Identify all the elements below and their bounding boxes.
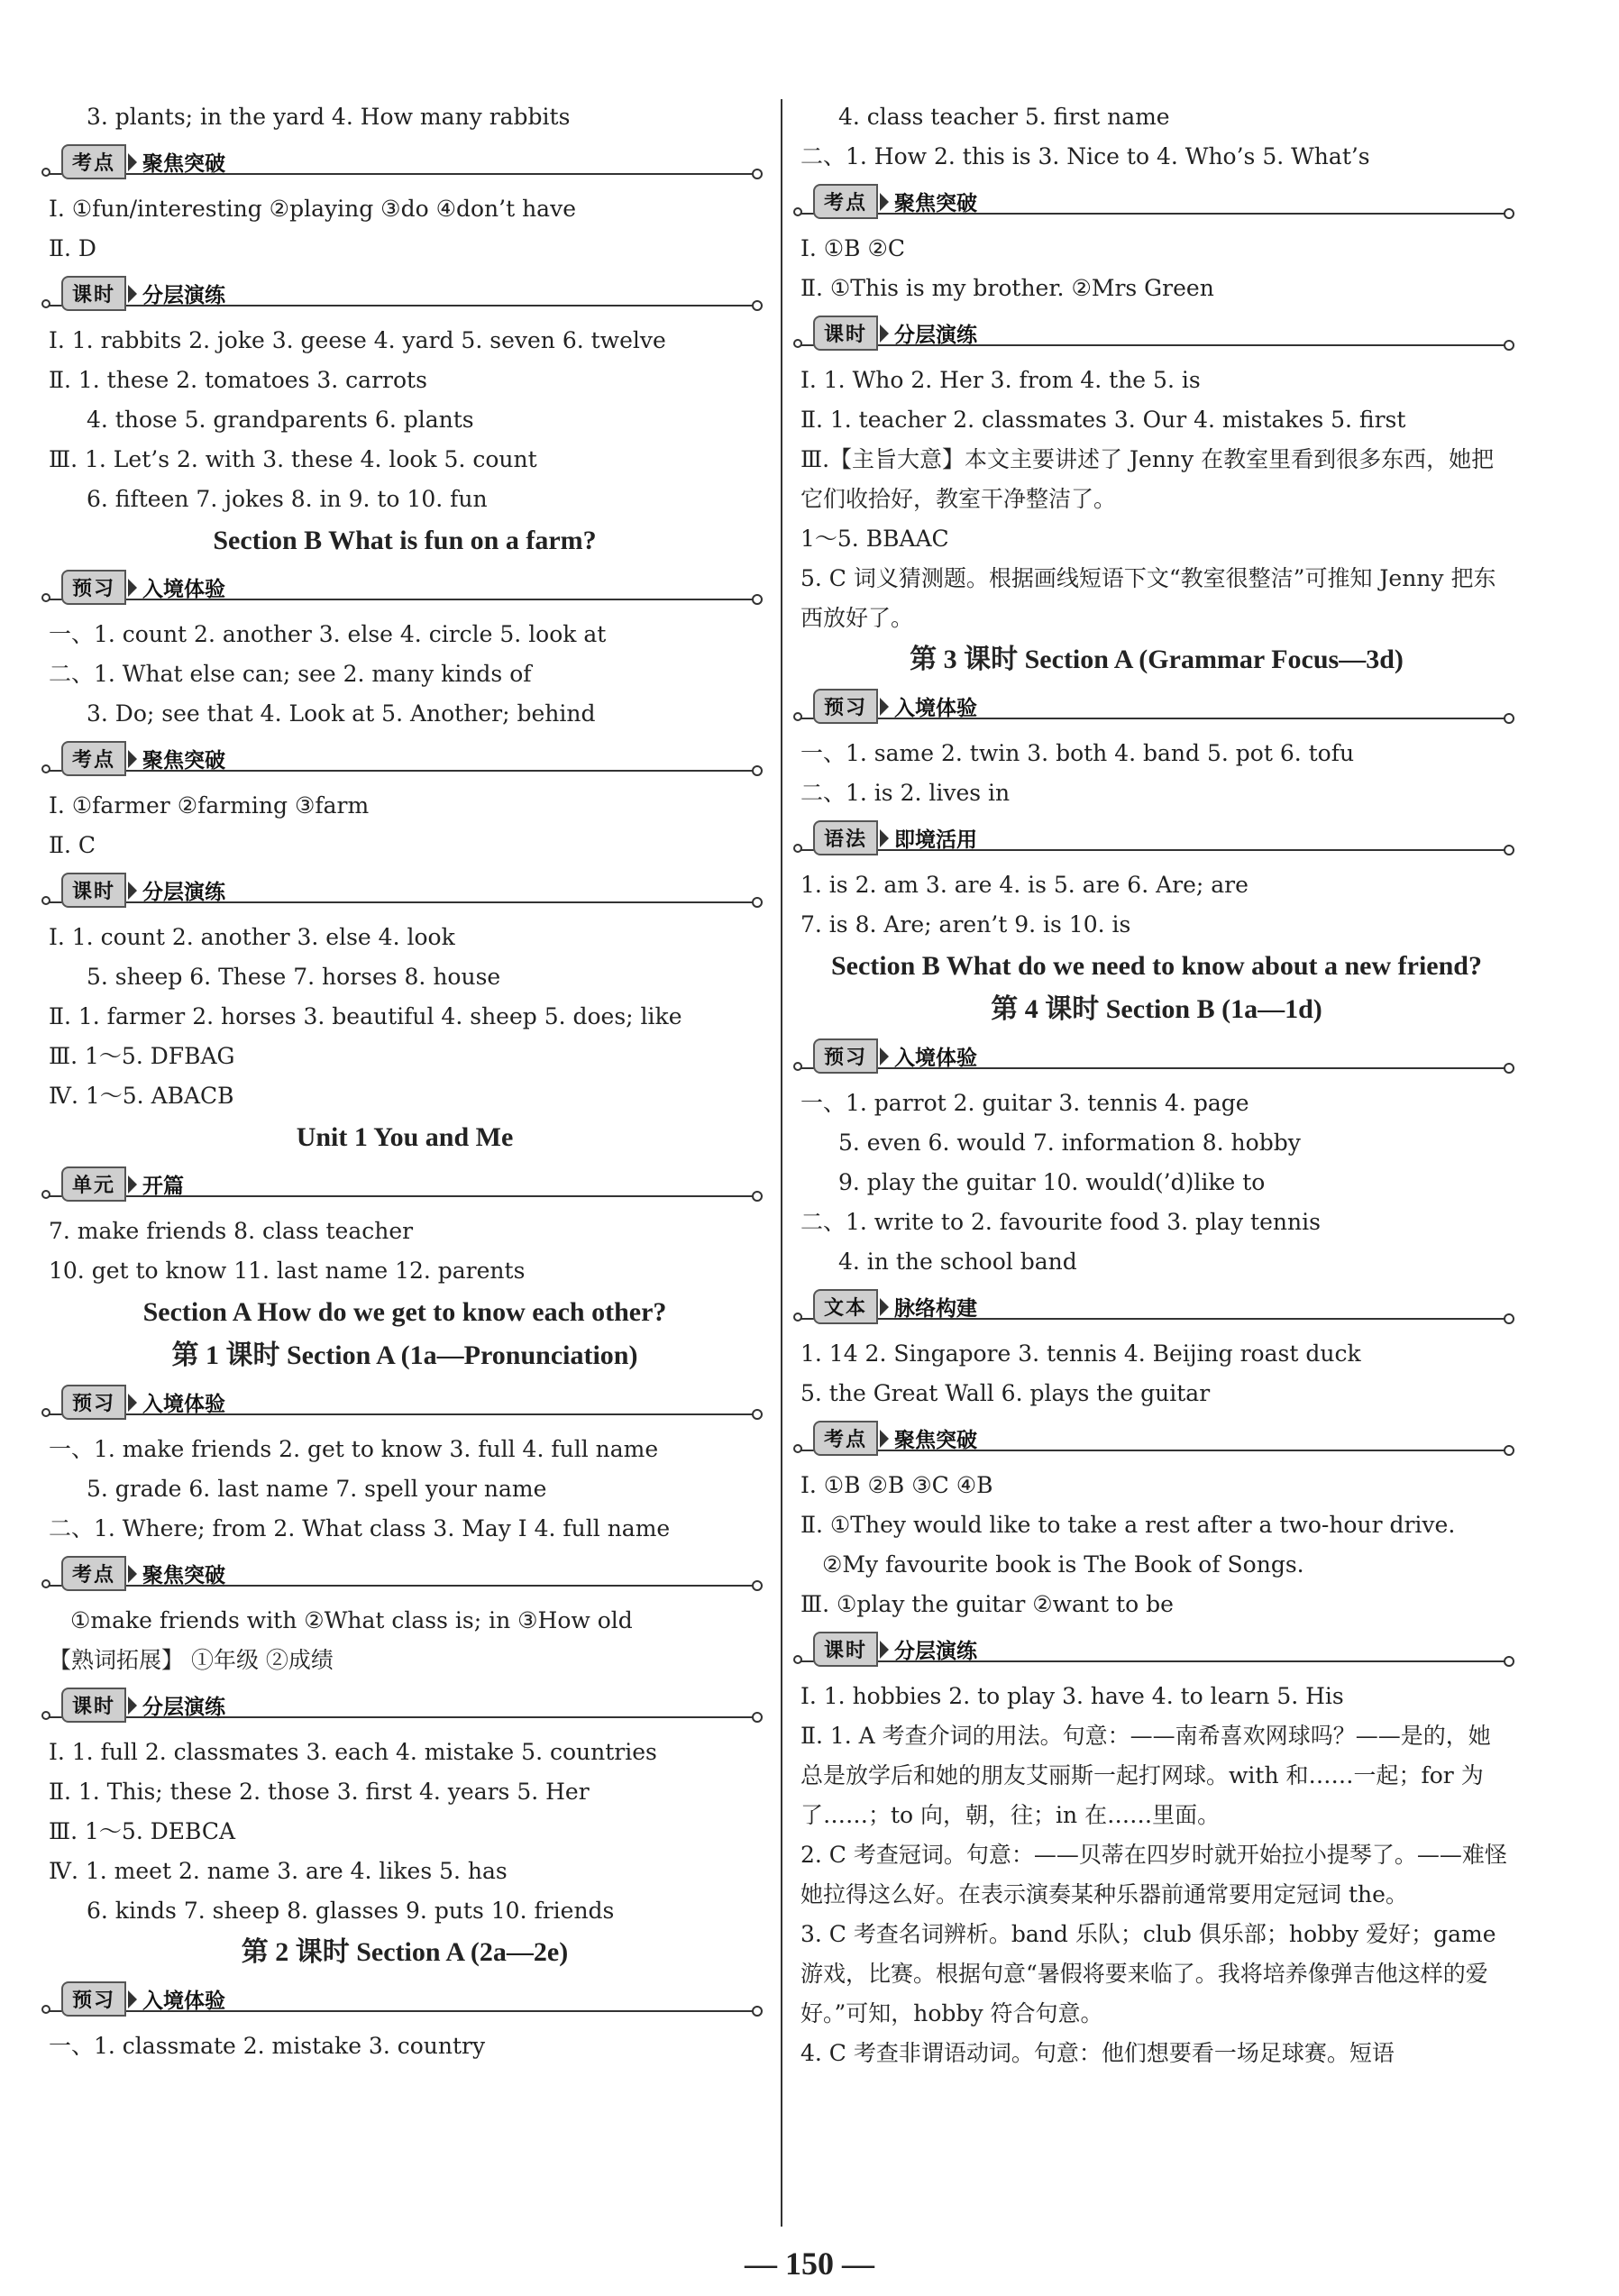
answer-line: 3. C 考查名词辨析。band 乐队；club 俱乐部；hobby 爱好；game 游戏，比赛。根据句意“暑假将要来临了。我将培养像弹吉他这样的爱好。”可知，hobby 符合句意。	[800, 1921, 1496, 2026]
arrow-icon	[880, 1641, 889, 1659]
section-label-bar	[49, 1554, 761, 1597]
section-tag	[813, 1289, 977, 1324]
answer-line: 一、1. make friends 2. get to know 3. full 4. full name	[49, 1436, 659, 1462]
arrow-icon	[880, 829, 889, 847]
section-label-bar	[800, 182, 1513, 225]
answer-line: Ⅰ. ①fun/interesting ②playing ③do ④don’t have	[49, 196, 576, 222]
section-tag-label: 预习	[61, 570, 126, 605]
section-tag-label: 语法	[813, 820, 878, 855]
section-tag-title: 入境体验	[142, 1990, 226, 2013]
section-heading: 第 1 课时 Section A (1a—Pronunciation)	[171, 1340, 638, 1370]
answer-line: Ⅰ. 1. Who 2. Her 3. from 4. the 5. is	[800, 367, 1201, 393]
answer-line: 6. kinds 7. sheep 8. glasses 9. puts 10. friends	[87, 1898, 615, 1924]
section-heading: 第 2 课时 Section A (2a—2e)	[241, 1937, 569, 1967]
section-tag-title: 入境体验	[894, 1047, 978, 1070]
section-tag-title: 入境体验	[142, 578, 226, 601]
section-tag-title: 聚焦突破	[894, 192, 978, 215]
answer-line: 1. 14 2. Singapore 3. tennis 4. Beijing roast duck	[800, 1340, 1361, 1367]
section-label-bar	[800, 1630, 1513, 1673]
section-tag	[61, 1385, 225, 1420]
answer-line: 【熟词拓展】 ①年级 ②成绩	[49, 1647, 334, 1673]
section-tag-label: 考点	[813, 1421, 878, 1456]
section-tag-title: 分层演练	[142, 881, 226, 904]
section-tag-label: 课时	[813, 316, 878, 351]
section-heading: Unit 1 You and Me	[296, 1122, 514, 1152]
section-tag	[61, 144, 225, 179]
section-tag	[61, 873, 225, 908]
section-tag-label: 考点	[61, 741, 126, 776]
section-label-bar	[800, 314, 1513, 357]
section-label-bar	[800, 1287, 1513, 1331]
section-tag	[813, 820, 977, 855]
section-label-bar	[49, 274, 761, 317]
answer-line: Ⅱ. D	[49, 235, 96, 261]
section-label-bar	[800, 819, 1513, 862]
section-label-bar	[800, 1037, 1513, 1080]
answer-line: Ⅱ. 1. This; these 2. those 3. first 4. years 5. Her	[49, 1779, 590, 1805]
answer-line: 二、1. How 2. this is 3. Nice to 4. Who’s 5. What’s	[800, 143, 1370, 169]
answer-line: Ⅱ. 1. A 考查介词的用法。句意：——南希喜欢网球吗？——是的，她总是放学后和她的朋友艾丽斯一起打网球。with 和……一起；for 为了……；to 向，朝，往；in 在……里面。	[800, 1723, 1491, 1828]
section-label-bar	[49, 1980, 761, 2023]
section-tag-title: 聚焦突破	[142, 1564, 226, 1587]
section-tag-label: 考点	[61, 1556, 126, 1591]
arrow-icon	[880, 325, 889, 343]
section-tag-label: 文本	[813, 1289, 878, 1324]
answer-line: Ⅳ. 1. meet 2. name 3. are 4. likes 5. has	[49, 1858, 508, 1884]
section-tag-label: 预习	[61, 1981, 126, 2017]
answer-line: Ⅰ. 1. full 2. classmates 3. each 4. mistake 5. countries	[49, 1739, 657, 1765]
arrow-icon	[128, 1565, 137, 1583]
arrow-icon	[128, 1697, 137, 1715]
section-tag-label: 课时	[61, 1688, 126, 1723]
section-label-bar	[49, 1383, 761, 1426]
answer-line: Ⅰ. ①B ②C	[800, 235, 906, 261]
answer-line: 二、1. Where; from 2. What class 3. May I 4. full name	[49, 1515, 671, 1541]
section-tag-title: 即境活用	[894, 828, 978, 852]
answer-line: Ⅳ. 1～5. ABACB	[49, 1083, 234, 1109]
answer-line: Ⅱ. ①They would like to take a rest after a two-hour drive.	[800, 1512, 1456, 1538]
section-tag	[61, 276, 225, 311]
section-heading: Section A How do we get to know each other?	[142, 1297, 667, 1327]
page-number: — 150 —	[745, 2246, 874, 2282]
answer-line: Ⅱ. 1. teacher 2. classmates 3. Our 4. mistakes 5. first	[800, 407, 1406, 433]
answer-line: ①make friends with ②What class is; in ③How old	[70, 1607, 633, 1633]
arrow-icon	[128, 285, 137, 303]
answer-line: 二、1. What else can; see 2. many kinds of	[49, 661, 532, 687]
answer-line: 1～5. BBAAC	[800, 526, 949, 552]
section-tag-title: 开篇	[142, 1175, 185, 1198]
section-heading: 第 4 课时 Section B (1a—1d)	[991, 994, 1322, 1024]
answer-line: Ⅰ. 1. rabbits 2. joke 3. geese 4. yard 5. seven 6. twelve	[49, 327, 666, 353]
answer-line: Ⅱ. 1. these 2. tomatoes 3. carrots	[49, 367, 427, 393]
answer-line: 6. fifteen 7. jokes 8. in 9. to 10. fun	[87, 486, 488, 512]
section-label-bar	[49, 1686, 761, 1729]
answer-line: 2. C 考查冠词。句意：——贝蒂在四岁时就开始拉小提琴了。——难怪她拉得这么好。在表示演奏某种乐器前通常要用定冠词 the。	[800, 1842, 1507, 1907]
answer-line: 3. plants; in the yard 4. How many rabbits	[87, 104, 571, 130]
section-label-bar	[49, 142, 761, 186]
arrow-icon	[128, 153, 137, 171]
answer-line: 7. is 8. Are; aren’t 9. is 10. is	[800, 911, 1131, 938]
section-tag	[813, 1038, 977, 1074]
arrow-icon	[128, 1175, 137, 1194]
section-label-bar	[49, 871, 761, 914]
arrow-icon	[880, 698, 889, 716]
section-tag	[813, 689, 977, 724]
arrow-icon	[880, 193, 889, 211]
arrow-icon	[880, 1047, 889, 1066]
answer-line: 一、1. count 2. another 3. else 4. circle 5. look at	[49, 621, 607, 647]
section-label-bar	[800, 687, 1513, 730]
answer-line: Ⅱ. C	[49, 832, 96, 858]
section-tag-title: 分层演练	[142, 284, 226, 307]
answer-line: Ⅰ. ①B ②B ③C ④B	[800, 1472, 993, 1498]
answer-line: 一、1. classmate 2. mistake 3. country	[49, 2033, 486, 2059]
section-tag	[61, 741, 225, 776]
section-tag-title: 分层演练	[894, 324, 978, 347]
section-tag	[813, 1421, 977, 1456]
answer-line: Ⅱ. 1. farmer 2. horses 3. beautiful 4. sheep 5. does; like	[49, 1003, 682, 1029]
answer-line: Ⅲ. 1～5. DFBAG	[49, 1043, 235, 1069]
answer-line: Ⅲ. 1～5. DEBCA	[49, 1818, 236, 1844]
answer-line: Ⅲ. 1. Let’s 2. with 3. these 4. look 5. count	[49, 446, 537, 472]
section-label-bar	[49, 1165, 761, 1208]
section-heading: Section B What is fun on a farm?	[213, 526, 597, 555]
section-tag	[61, 1688, 225, 1723]
answer-line: 二、1. write to 2. favourite food 3. play tennis	[800, 1209, 1321, 1235]
section-tag-label: 预习	[813, 689, 878, 724]
section-tag-title: 入境体验	[142, 1393, 226, 1416]
answer-line: 1. is 2. am 3. are 4. is 5. are 6. Are; are	[800, 872, 1249, 898]
section-tag-title: 分层演练	[894, 1640, 978, 1663]
arrow-icon	[128, 750, 137, 768]
answer-line: Ⅰ. 1. hobbies 2. to play 3. have 4. to learn 5. His	[800, 1683, 1344, 1709]
arrow-icon	[880, 1430, 889, 1448]
section-tag	[813, 1632, 977, 1667]
section-tag	[61, 1556, 225, 1591]
section-tag-label: 课时	[61, 873, 126, 908]
section-tag-title: 聚焦突破	[142, 152, 226, 176]
section-tag	[813, 316, 977, 351]
section-tag	[813, 184, 977, 219]
section-tag-label: 预习	[813, 1038, 878, 1074]
section-tag-label: 考点	[813, 184, 878, 219]
answer-line: 4. those 5. grandparents 6. plants	[87, 407, 474, 433]
answer-line: 4. C 考查非谓语动词。句意：他们想要看一场足球赛。短语	[800, 2040, 1395, 2066]
answer-line: 4. class teacher 5. first name	[838, 104, 1170, 130]
section-tag	[61, 1981, 225, 2017]
section-label-bar	[49, 568, 761, 611]
section-tag-title: 聚焦突破	[894, 1429, 978, 1452]
arrow-icon	[128, 579, 137, 597]
column-divider	[781, 99, 782, 2227]
section-heading: Section B What do we need to know about a new friend?	[830, 951, 1482, 981]
section-heading: 第 3 课时 Section A (Grammar Focus—3d)	[910, 645, 1404, 674]
section-tag-title: 脉络构建	[894, 1297, 978, 1321]
section-tag-label: 单元	[61, 1166, 126, 1202]
section-label-bar	[49, 739, 761, 782]
arrow-icon	[880, 1298, 889, 1316]
section-tag-title: 分层演练	[142, 1696, 226, 1719]
section-tag-label: 课时	[813, 1632, 878, 1667]
section-tag-label: 课时	[61, 276, 126, 311]
answer-line: 一、1. parrot 2. guitar 3. tennis 4. page	[800, 1090, 1249, 1116]
answer-line: 3. Do; see that 4. Look at 5. Another; behind	[87, 700, 596, 727]
answer-line: 一、1. same 2. twin 3. both 4. band 5. pot 6. tofu	[800, 740, 1355, 766]
answer-line: Ⅲ.【主旨大意】本文主要讲述了 Jenny 在教室里看到很多东西，她把它们收拾好，教室干净整洁了。	[800, 446, 1495, 512]
answer-line: 7. make friends 8. class teacher	[49, 1218, 414, 1244]
answer-line: Ⅰ. ①farmer ②farming ③farm	[49, 792, 370, 819]
section-tag-label: 考点	[61, 144, 126, 179]
left-column	[49, 97, 761, 2066]
answer-line: 5. even 6. would 7. information 8. hobby	[838, 1130, 1301, 1156]
answer-line: ②My favourite book is The Book of Songs.	[822, 1551, 1304, 1578]
answer-line: Ⅲ. ①play the guitar ②want to be	[800, 1591, 1174, 1617]
answer-line: 4. in the school band	[838, 1249, 1077, 1275]
answer-line: 5. sheep 6. These 7. horses 8. house	[87, 964, 501, 990]
section-tag-title: 聚焦突破	[142, 749, 226, 773]
answer-line: 5. the Great Wall 6. plays the guitar	[800, 1380, 1211, 1406]
arrow-icon	[128, 1394, 137, 1412]
answer-line: 10. get to know 11. last name 12. parents	[49, 1258, 526, 1284]
right-column	[800, 97, 1513, 2073]
section-tag	[61, 1166, 184, 1202]
arrow-icon	[128, 1990, 137, 2008]
section-tag-title: 入境体验	[894, 697, 978, 720]
answer-line: Ⅱ. ①This is my brother. ②Mrs Green	[800, 275, 1214, 301]
section-label-bar	[800, 1419, 1513, 1462]
arrow-icon	[128, 882, 137, 900]
answer-line: Ⅰ. 1. count 2. another 3. else 4. look	[49, 924, 455, 950]
section-tag-label: 预习	[61, 1385, 126, 1420]
section-tag	[61, 570, 225, 605]
answer-line: 9. play the guitar 10. would(’d)like to	[838, 1169, 1266, 1195]
answer-line: 5. C 词义猜测题。根据画线短语下文“教室很整洁”可推知 Jenny 把东西放好了。	[800, 565, 1496, 631]
answer-line: 二、1. is 2. lives in	[800, 780, 1011, 806]
answer-line: 5. grade 6. last name 7. spell your name	[87, 1476, 547, 1502]
